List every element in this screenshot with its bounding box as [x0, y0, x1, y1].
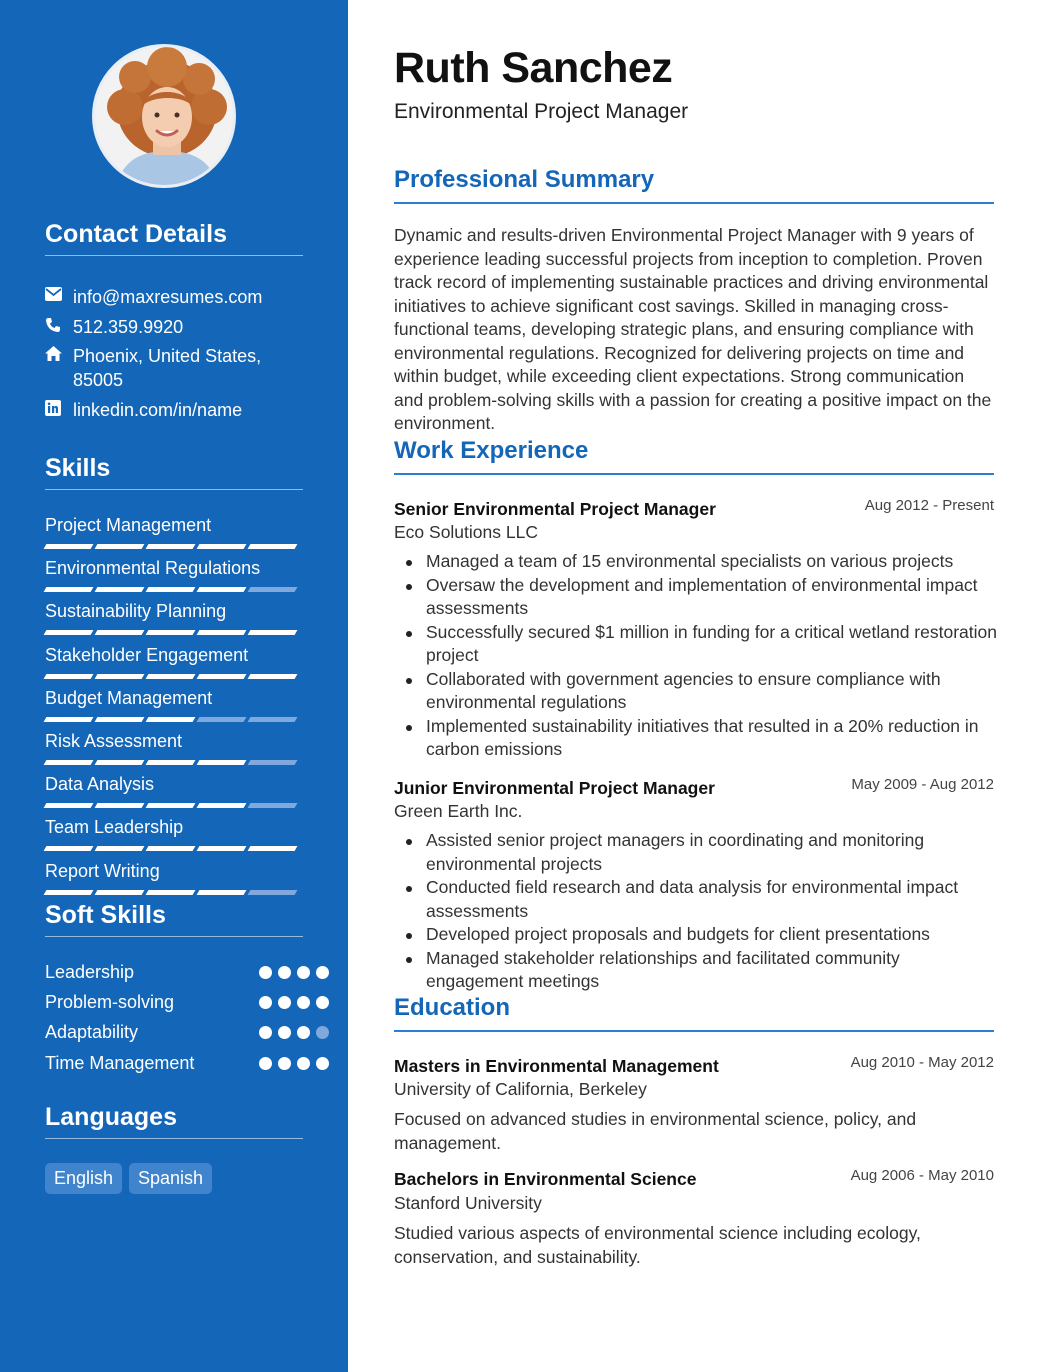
skill-label: Risk Assessment	[45, 731, 183, 751]
list-item: Managed a team of 15 environmental specialists on various projects	[426, 550, 998, 574]
skill-level-segment	[248, 630, 298, 635]
skill-level-segment	[146, 674, 196, 679]
soft-skill-level-dot	[297, 966, 310, 979]
soft-skill-level-dot	[316, 996, 329, 1009]
skill-item	[45, 644, 303, 679]
job-dates: Aug 2012 - Present	[864, 497, 994, 514]
skill-item	[45, 600, 303, 635]
soft-skill-level-dot	[297, 996, 310, 1009]
soft-skill-level-dot	[278, 1026, 291, 1039]
skill-level-segment	[44, 587, 94, 592]
skill-level-segment	[95, 587, 145, 592]
summary-text: Dynamic and results-driven Environmental Project Manager with 9 years of experience leading successful projects from inception to completion. Proven track record of implementing sustainable practices and driving environmental initiatives to achieve significant cost savings. Skilled in managing cross-functional teams, developing strategic plans, and ensuring compliance with environmental regulations. Recognized for delivering projects on time and within budget, while exceeding client expectations. Strong communication and problem-solving skills with a passion for creating a positive impact on the environment.	[394, 225, 992, 433]
skill-item	[45, 730, 303, 765]
skill-level-segment	[248, 587, 298, 592]
skill-level-segment	[44, 846, 94, 851]
list-item: Assisted senior project managers in coordinating and monitoring environmental projects	[426, 829, 998, 876]
degree-dates: Aug 2006 - May 2010	[850, 1167, 994, 1184]
linkedin-icon	[45, 398, 73, 422]
skill-level-segment	[95, 890, 145, 895]
skill-level-segment	[95, 717, 145, 722]
soft-skill-level-dot	[278, 966, 291, 979]
skill-item	[45, 557, 303, 592]
skill-label: Data Analysis	[45, 774, 155, 794]
soft-skill-level-dot	[316, 1026, 329, 1039]
language-badge: Spanish	[129, 1163, 212, 1194]
skill-level-segment	[44, 674, 94, 679]
skill-level-segment	[197, 890, 247, 895]
email-text[interactable]: info@maxresumes.com	[73, 287, 263, 307]
skill-level-bars	[45, 890, 303, 895]
language-badge: English	[45, 1163, 122, 1194]
soft-skill-level-dot	[297, 1057, 310, 1070]
list-item: Conducted field research and data analysis for environmental impact assessments	[426, 876, 998, 923]
degree-title: Bachelors in Environmental Science	[394, 1169, 697, 1189]
profile-photo	[95, 47, 236, 188]
job-bullets	[426, 829, 998, 994]
skill-label: Stakeholder Engagement	[45, 645, 249, 665]
skill-level-segment	[44, 760, 94, 765]
skill-label: Team Leadership	[45, 817, 184, 837]
avatar	[92, 44, 236, 188]
skill-level-segment	[146, 544, 196, 549]
soft-skill-label: Problem-solving	[45, 992, 175, 1012]
skill-level-segment	[197, 544, 247, 549]
experience-heading: Work Experience	[394, 437, 994, 475]
skill-level-segment	[44, 803, 94, 808]
skill-label: Project Management	[45, 515, 212, 535]
education-heading: Education	[394, 994, 994, 1032]
skill-level-segment	[197, 630, 247, 635]
skill-item	[45, 687, 303, 722]
skill-level-bars	[45, 803, 303, 808]
skill-item	[45, 514, 303, 549]
list-item: Successfully secured $1 million in funding for a critical wetland restoration project	[426, 621, 998, 668]
school-name: University of California, Berkeley	[394, 1079, 647, 1099]
contact-heading: Contact Details	[45, 220, 303, 256]
skill-level-segment	[95, 760, 145, 765]
contact-linkedin	[45, 398, 303, 422]
soft-skill-label: Time Management	[45, 1053, 195, 1073]
skill-level-segment	[95, 803, 145, 808]
degree-description: Focused on advanced studies in environmental science, policy, and management.	[394, 1109, 917, 1153]
skill-level-segment	[146, 803, 196, 808]
skill-level-segment	[146, 846, 196, 851]
skill-item	[45, 816, 303, 851]
main-content	[348, 0, 1040, 1372]
list-item: Oversaw the development and implementation of environmental impact assessments	[426, 574, 998, 621]
job-company: Green Earth Inc.	[394, 801, 523, 821]
skill-level-segment	[146, 760, 196, 765]
skill-level-segment	[197, 803, 247, 808]
skill-level-segment	[95, 630, 145, 635]
list-item: Collaborated with government agencies to ensure compliance with environmental regulations	[426, 668, 998, 715]
linkedin-text[interactable]: linkedin.com/in/name	[73, 400, 243, 420]
skill-label: Environmental Regulations	[45, 558, 261, 578]
soft-skill-level-dot	[316, 966, 329, 979]
school-name: Stanford University	[394, 1193, 542, 1213]
home-icon	[45, 344, 73, 392]
contact-address	[45, 344, 303, 392]
soft-skill-level-dot	[316, 1057, 329, 1070]
phone-text[interactable]: 512.359.9920	[73, 317, 184, 337]
address-text: Phoenix, United States, 85005	[73, 346, 262, 390]
skill-level-segment	[146, 587, 196, 592]
soft-skill-level-dot	[259, 966, 272, 979]
soft-skill-level-dot	[259, 996, 272, 1009]
skill-level-segment	[197, 674, 247, 679]
email-icon	[45, 285, 73, 309]
degree-description: Studied various aspects of environmental science including ecology, conservation, and sustainability.	[394, 1223, 921, 1267]
languages-heading: Languages	[45, 1103, 303, 1139]
sidebar	[0, 0, 348, 1372]
skill-level-segment	[95, 846, 145, 851]
soft-skill-level-dot	[297, 1026, 310, 1039]
skill-item	[45, 773, 303, 808]
job-dates: May 2009 - Aug 2012	[851, 776, 994, 793]
skill-level-segment	[248, 846, 298, 851]
skill-level-bars	[45, 587, 303, 592]
skill-level-segment	[146, 890, 196, 895]
degree-dates: Aug 2010 - May 2012	[850, 1054, 994, 1071]
skill-level-bars	[45, 760, 303, 765]
job-bullets	[426, 550, 998, 762]
skill-level-bars	[45, 674, 303, 679]
skill-level-segment	[248, 890, 298, 895]
skill-level-segment	[248, 760, 298, 765]
list-item: Implemented sustainability initiatives that resulted in a 20% reduction in carbon emissions	[426, 715, 998, 762]
soft-skill-level-dot	[278, 1057, 291, 1070]
contact-email	[45, 285, 303, 309]
skill-level-segment	[44, 630, 94, 635]
skill-level-segment	[44, 544, 94, 549]
list-item: Managed stakeholder relationships and facilitated community engagement meetings	[426, 947, 998, 994]
summary-heading: Professional Summary	[394, 166, 994, 204]
skill-level-segment	[248, 674, 298, 679]
skill-level-segment	[248, 803, 298, 808]
skill-level-segment	[44, 890, 94, 895]
skill-level-bars	[45, 630, 303, 635]
skill-level-segment	[197, 587, 247, 592]
list-item: Developed project proposals and budgets for client presentations	[426, 923, 998, 947]
skill-level-bars	[45, 544, 303, 549]
skill-item	[45, 860, 303, 895]
contact-phone	[45, 315, 303, 339]
job-title: Junior Environmental Project Manager	[394, 778, 715, 798]
skills-heading: Skills	[45, 454, 303, 490]
skill-label: Report Writing	[45, 861, 160, 881]
skill-level-segment	[146, 717, 196, 722]
skill-level-bars	[45, 717, 303, 722]
skill-level-segment	[44, 717, 94, 722]
job-company: Eco Solutions LLC	[394, 522, 538, 542]
soft-skill-level-dot	[278, 996, 291, 1009]
skill-level-segment	[248, 544, 298, 549]
skill-level-segment	[197, 846, 247, 851]
candidate-title: Environmental Project Manager	[394, 100, 689, 123]
skill-label: Budget Management	[45, 688, 213, 708]
skill-level-segment	[95, 674, 145, 679]
soft-skill-label: Adaptability	[45, 1022, 139, 1042]
soft-skills-heading: Soft Skills	[45, 901, 303, 937]
skill-level-segment	[95, 544, 145, 549]
soft-skill-level-dot	[259, 1057, 272, 1070]
skill-label: Sustainability Planning	[45, 601, 227, 621]
phone-icon	[45, 315, 73, 339]
candidate-name: Ruth Sanchez	[394, 44, 673, 92]
skill-level-segment	[146, 630, 196, 635]
skill-level-segment	[197, 717, 247, 722]
job-title: Senior Environmental Project Manager	[394, 499, 716, 519]
soft-skill-level-dot	[259, 1026, 272, 1039]
skill-level-segment	[197, 760, 247, 765]
soft-skill-label: Leadership	[45, 962, 135, 982]
skill-level-segment	[248, 717, 298, 722]
degree-title: Masters in Environmental Management	[394, 1056, 719, 1076]
skill-level-bars	[45, 846, 303, 851]
